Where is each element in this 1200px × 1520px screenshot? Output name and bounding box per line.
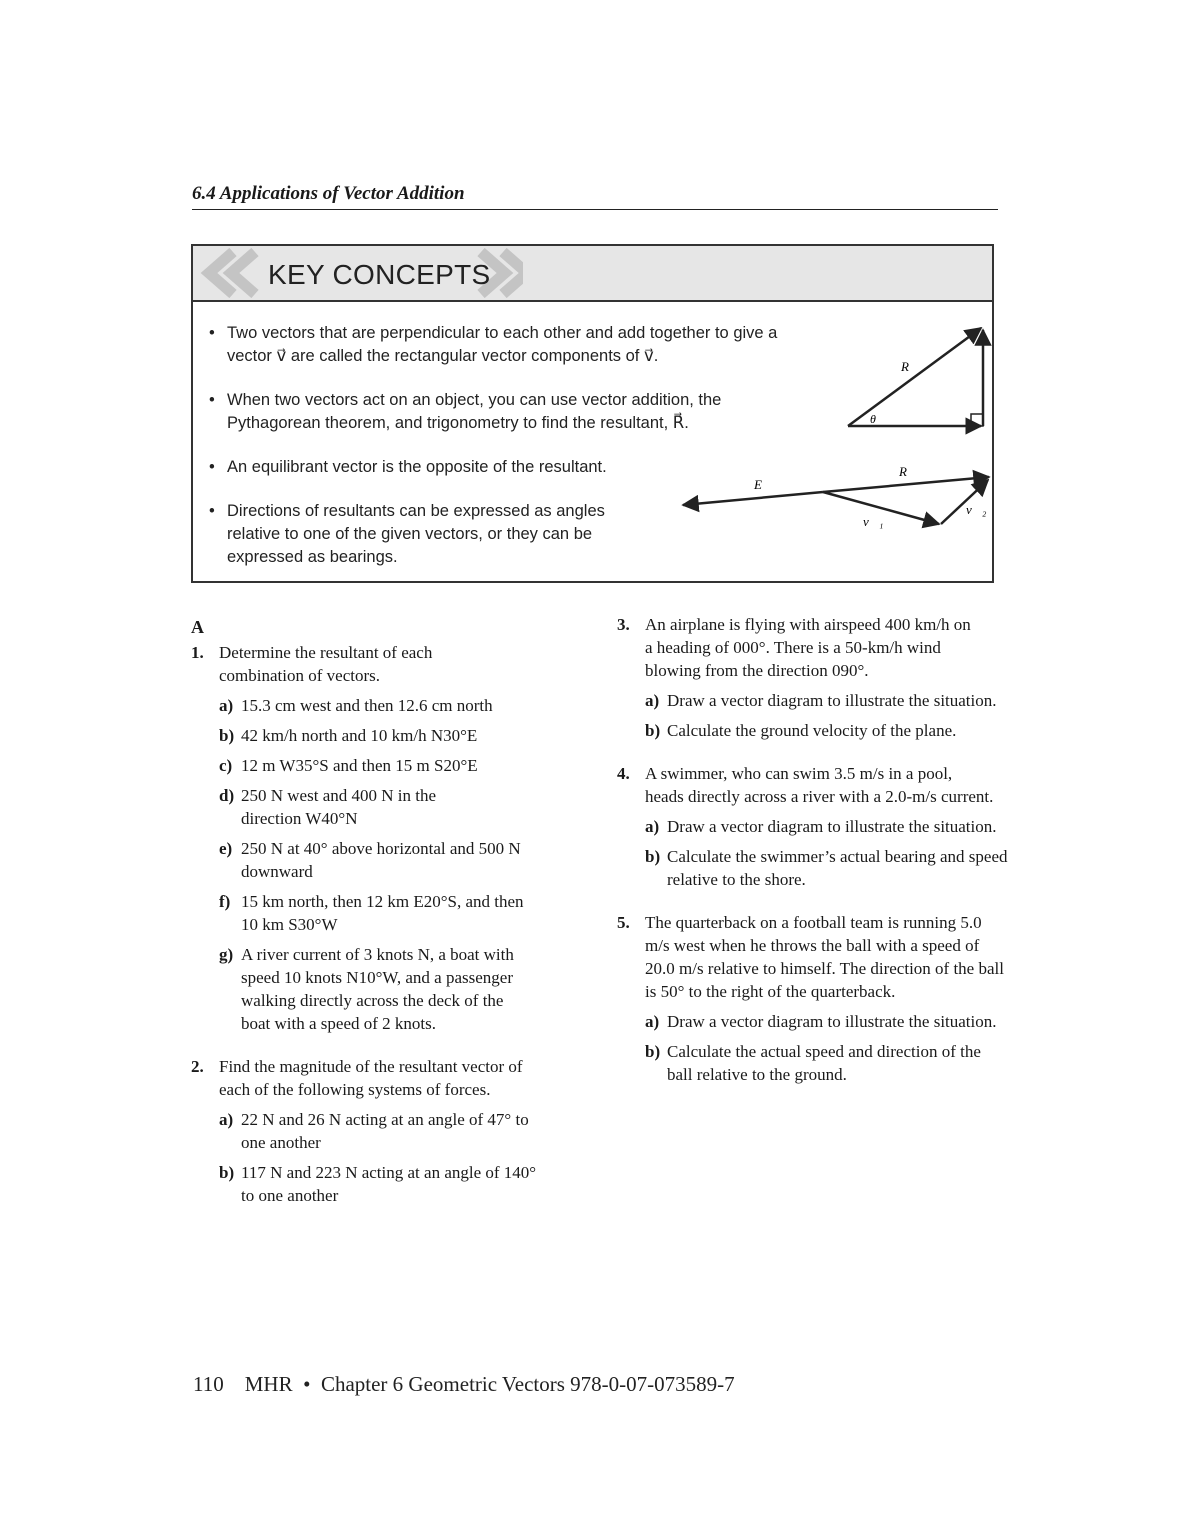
- equilibrant-diagram: [683, 464, 989, 529]
- key-concepts-title: KEY CONCEPTS: [268, 259, 491, 290]
- question-3: 3. An airplane is flying with airspeed 400 km/h on a heading of 000°. There is a 50-km/h wind blowing from the direction 090°.: [617, 615, 971, 680]
- page-number: 110: [193, 1372, 224, 1396]
- key-concept-item: • An equilibrant vector is the opposite of the resultant.: [209, 458, 607, 476]
- question-1: 1. Determine the resultant of each combination of vectors.: [191, 643, 433, 685]
- question-1g: g) A river current of 3 knots N, a boat with speed 10 knots N10°W, and a passenger walking directly across the deck of the boat with a speed of 2 knots.: [219, 945, 514, 1033]
- question-1c: c) 12 m W35°S and then 15 m S20°E: [219, 756, 478, 775]
- publisher-name: MHR: [244, 1372, 293, 1396]
- key-concept-item: • Directions of resultants can be expressed as angles relative to one of the given vectors, or they can be expressed as bearings.: [209, 502, 605, 566]
- equilibrant-label: E⃗: [754, 477, 773, 492]
- question-1f: f) 15 km north, then 12 km E20°S, and then 10 km S30°W: [219, 892, 524, 934]
- chapter-title: Chapter 6 Geometric Vectors 978-0-07-073589-7: [320, 1372, 735, 1396]
- question-2b: b) 117 N and 223 N acting at an angle of 140° to one another: [219, 1163, 537, 1205]
- vector-diagrams: [193, 246, 996, 585]
- question-1b: b) 42 km/h north and 10 km/h N30°E: [219, 726, 478, 745]
- question-1a: a) 15.3 cm west and then 12.6 cm north: [219, 696, 493, 715]
- question-3b: b) Calculate the ground velocity of the plane.: [645, 721, 957, 740]
- resultant-label-2: R⃗: [899, 464, 918, 479]
- question-3a: a) Draw a vector diagram to illustrate the situation.: [645, 691, 997, 710]
- question-5b: b) Calculate the actual speed and direction of the ball relative to the ground.: [645, 1042, 981, 1084]
- v1-label: v⃗₁: [863, 514, 884, 529]
- key-concept-item: • When two vectors act on an object, you can use vector addition, the Pythagorean theorem, and trigonometry to find the resultant, R⃗.: [209, 391, 722, 432]
- question-5a: a) Draw a vector diagram to illustrate the situation.: [645, 1012, 997, 1031]
- question-2: 2. Find the magnitude of the resultant vector of each of the following systems of forces.: [191, 1057, 523, 1099]
- key-concepts-box: [191, 244, 994, 583]
- question-1d: d) 250 N west and 400 N in the direction W40°N: [219, 786, 437, 828]
- v2-label: v⃗₂: [966, 502, 987, 517]
- footer-separator: •: [303, 1372, 311, 1396]
- section-heading: 6.4 Applications of Vector Addition: [192, 183, 998, 210]
- questions-right-column: [617, 613, 1008, 1086]
- page-footer: [193, 1372, 735, 1397]
- resultant-label: R⃗: [901, 359, 920, 374]
- question-2a: a) 22 N and 26 N acting at an angle of 47° to one another: [219, 1110, 529, 1152]
- right-triangle-diagram: [848, 328, 983, 426]
- question-4: 4. A swimmer, who can swim 3.5 m/s in a pool, heads directly across a river with a 2.0-m/s current.: [617, 764, 994, 806]
- theta-label: θ: [870, 412, 876, 426]
- question-4b: b) Calculate the swimmer’s actual bearing and speed relative to the shore.: [645, 847, 1008, 889]
- key-concept-item: • Two vectors that are perpendicular to each other and add together to give a vector v⃗ are called the rectangular vector components of v⃗.: [209, 324, 778, 365]
- question-4a: a) Draw a vector diagram to illustrate the situation.: [645, 817, 997, 836]
- level-label: A: [191, 617, 204, 637]
- question-5: 5. The quarterback on a football team is running 5.0 m/s west when he throws the ball with a speed of 20.0 m/s relative to himself. The direction of the ball is 50° to the right of the quarterback.: [617, 913, 1004, 1001]
- questions-left-column: [191, 616, 561, 1207]
- question-1e: e) 250 N at 40° above horizontal and 500 N downward: [219, 839, 521, 881]
